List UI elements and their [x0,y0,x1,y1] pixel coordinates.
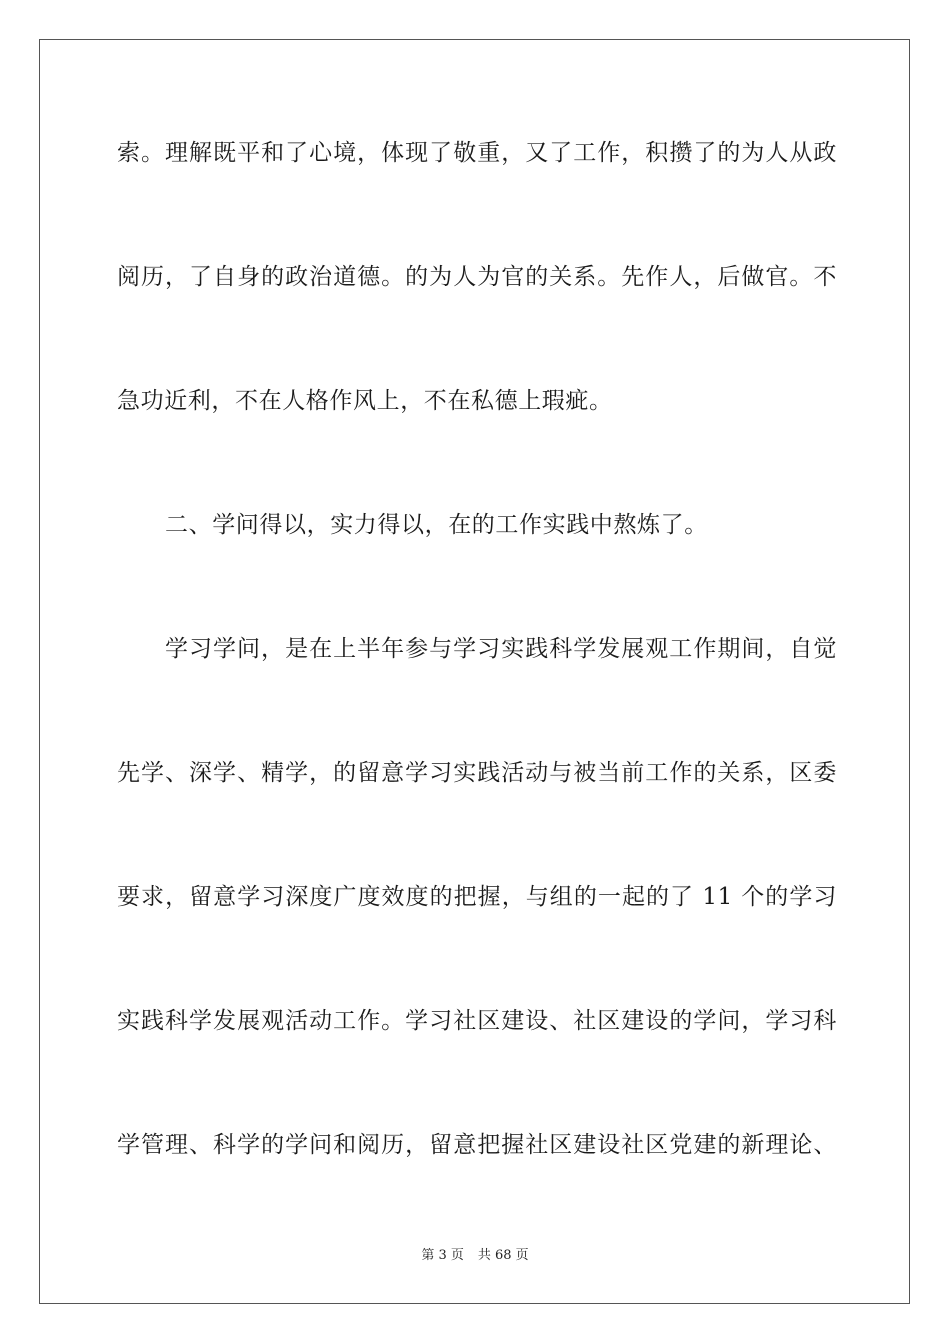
section-heading: 二、学问得以，实力得以，在的工作实践中熬炼了。 [165,512,708,538]
body-line: 要求，留意学习深度广度效度的把握，与组的一起的了 11 个的学习 [117,884,837,910]
page-border [39,39,910,1304]
body-line: 先学、深学、精学，的留意学习实践活动与被当前工作的关系，区委 [117,760,837,786]
body-line: 索。理解既平和了心境，体现了敬重，又了工作，积攒了的为人从政 [117,140,837,166]
page-total: 共 68 页 [477,1248,529,1263]
body-line: 阅历，了自身的政治道德。的为人为官的关系。先作人，后做官。不 [117,264,837,290]
body-line: 实践科学发展观活动工作。学习社区建设、社区建设的学问，学习科 [117,1008,837,1034]
page-number: 第 3 页 [421,1248,464,1263]
page-footer [0,1247,950,1265]
body-line: 急功近利，不在人格作风上，不在私德上瑕疵。 [117,388,613,414]
paragraph-first-line: 学习学问，是在上半年参与学习实践科学发展观工作期间，自觉 [165,636,837,662]
body-line: 学管理、科学的学问和阅历，留意把握社区建设社区党建的新理论、 [117,1132,837,1158]
